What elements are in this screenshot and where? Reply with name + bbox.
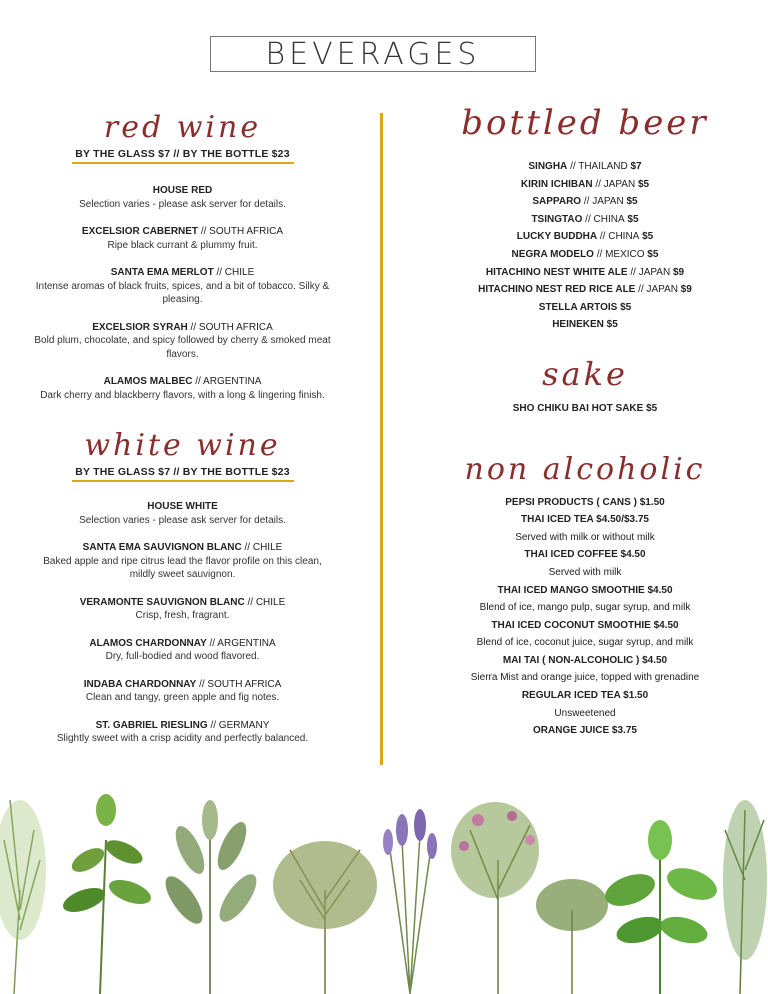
bottled-beer-header — [440, 96, 730, 150]
sage-herb-icon — [159, 800, 263, 994]
white-wine-prices: BY THE GLASS $7 // BY THE BOTTLE $23 — [75, 466, 290, 478]
beer-item: SAPPARO // JAPAN $5 — [532, 196, 638, 208]
drink-item: THAI ICED COCONUT SMOOTHIE $4.50 — [491, 619, 679, 631]
non-alcoholic-list — [440, 494, 730, 740]
wine-item: ST. GABRIEL RIESLING // GERMANY Slightly sweet with a crisp acidity and perfectly balanced. — [56, 719, 309, 744]
wine-item: SANTA EMA MERLOT // CHILE Intense aromas of black fruits, spices, and a bit of tobacco. Silky & pleasing. — [35, 267, 330, 305]
white-wine-header — [30, 426, 335, 466]
dill-herb-icon — [0, 800, 46, 994]
thyme-herb-icon — [273, 841, 377, 994]
drink-description: Blend of ice, mango pulp, sugar syrup, and milk — [479, 602, 691, 614]
beer-item: LUCKY BUDDHA // CHINA $5 — [516, 231, 654, 243]
sake-heading: sake — [542, 354, 628, 393]
column-divider — [380, 113, 383, 765]
lavender-herb-icon — [383, 809, 437, 994]
beer-item: STELLA ARTOIS $5 — [538, 301, 632, 313]
red-wine-prices: BY THE GLASS $7 // BY THE BOTTLE $23 — [75, 148, 290, 160]
beer-item: HITACHINO NEST RED RICE ALE // JAPAN $9 — [478, 284, 692, 296]
red-wine-list — [30, 184, 335, 402]
drink-item: THAI ICED MANGO SMOOTHIE $4.50 — [497, 584, 673, 596]
drink-item: PEPSI PRODUCTS ( CANS ) $1.50 — [505, 496, 665, 508]
beer-item: HEINEKEN $5 — [552, 319, 618, 331]
marjoram-herb-icon — [536, 879, 608, 994]
red-wine-heading: red wine — [103, 110, 262, 145]
beer-item: NEGRA MODELO // MEXICO $5 — [511, 248, 659, 260]
wine-item: EXCELSIOR SYRAH // SOUTH AFRICA Bold plum, chocolate, and spicy followed by cherry & smoked meat flavors. — [34, 321, 331, 360]
drink-item: REGULAR ICED TEA $1.50 — [521, 690, 649, 702]
wine-item: ALAMOS CHARDONNAY // ARGENTINA Dry, full-bodied and wood flavored. — [89, 637, 276, 662]
beer-item: SINGHA // THAILAND $7 — [528, 161, 642, 172]
bottled-beer-heading: bottled beer — [461, 103, 709, 143]
beer-item: KIRIN ICHIBAN // JAPAN $5 — [520, 178, 650, 190]
wine-item: HOUSE WHITE Selection varies - please ask server for details. — [79, 501, 286, 526]
non-alcoholic-heading: non alcoholic — [464, 451, 706, 487]
sake-header — [440, 352, 730, 396]
wine-item: INDABA CHARDONNAY // SOUTH AFRICA Clean and tangy, green apple and fig notes. — [83, 678, 282, 703]
drink-description: Sierra Mist and orange juice, topped with grenadine — [470, 672, 700, 684]
wine-item: SANTA EMA SAUVIGNON BLANC // CHILE Baked apple and ripe citrus lead the flavor profile on this clean, mildly sweet sauvignon. — [43, 542, 322, 580]
herb-illustrations — [0, 780, 768, 994]
rosemary-herb-icon — [723, 800, 767, 994]
beer-list — [440, 158, 730, 334]
non-alcoholic-header — [440, 448, 730, 492]
drink-description: Blend of ice, coconut juice, sugar syrup, and milk — [476, 637, 694, 649]
white-wine-list — [30, 500, 335, 746]
menu-title: BEVERAGES — [265, 36, 481, 72]
sake-item: SHO CHIKU BAI HOT SAKE $5 — [512, 402, 658, 414]
drink-item: MAI TAI ( NON-ALCOHOLIC ) $4.50 — [502, 654, 668, 666]
oregano-herb-icon — [451, 802, 539, 994]
menu-title-box — [210, 36, 536, 72]
beer-item: TSINGTAO // CHINA $5 — [531, 213, 639, 225]
beer-column — [440, 96, 730, 740]
drink-description: Unsweetened — [554, 707, 616, 719]
drink-description: Served with milk or without milk — [515, 531, 655, 543]
mint-herb-icon — [60, 794, 154, 994]
basil-herb-icon — [601, 820, 721, 994]
wine-item: HOUSE RED Selection varies - please ask server for details. — [79, 185, 286, 210]
wine-item: VERAMONTE SAUVIGNON BLANC // CHILE Crisp, fresh, fragrant. — [79, 596, 286, 621]
wine-column — [30, 108, 335, 746]
wine-item: ALAMOS MALBEC // ARGENTINA Dark cherry and blackberry flavors, with a long & lingering finish. — [40, 376, 325, 401]
sake-list — [440, 400, 730, 418]
drink-item: THAI ICED COFFEE $4.50 — [524, 549, 646, 561]
drink-item: ORANGE JUICE $3.75 — [533, 725, 637, 737]
drink-item: THAI ICED TEA $4.50/$3.75 — [520, 514, 649, 526]
wine-item: EXCELSIOR CABERNET // SOUTH AFRICA Ripe black currant & plummy fruit. — [81, 226, 284, 251]
drink-description: Served with milk — [548, 566, 622, 578]
red-wine-header — [30, 108, 335, 148]
white-wine-heading: white wine — [84, 428, 281, 463]
beer-item: HITACHINO NEST WHITE ALE // JAPAN $9 — [485, 266, 685, 278]
